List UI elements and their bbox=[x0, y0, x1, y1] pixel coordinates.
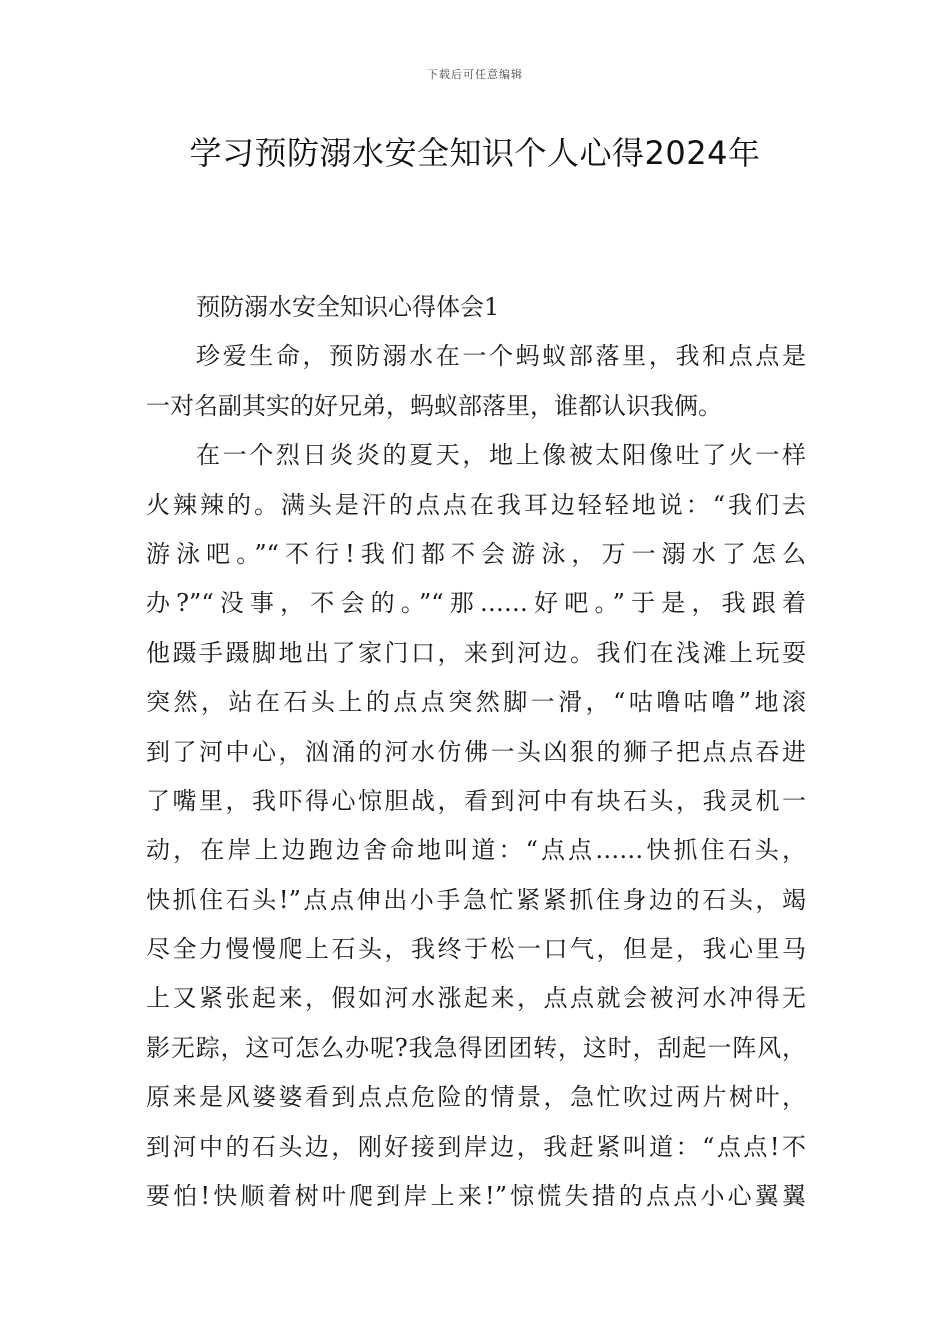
paragraph-1 bbox=[146, 332, 806, 431]
paragraph-line: 突然，站在石头上的点点突然脚一滑，“咕噜咕噜”地滚 bbox=[146, 688, 806, 717]
document-title: 学习预防溺水安全知识个人心得2024年 bbox=[189, 134, 761, 172]
paragraph-line: 要怕!快顺着树叶爬到岸上来!”惊慌失措的点点小心翼翼 bbox=[146, 1182, 806, 1211]
paragraph-line: 尽全力慢慢爬上石头，我终于松一口气，但是，我心里马 bbox=[146, 935, 806, 964]
paragraph-line: 动，在岸上边跑边舍命地叫道：“点点……快抓住石头， bbox=[146, 836, 806, 865]
header-note: 下载后可任意编辑 bbox=[427, 68, 523, 81]
paragraph-line: 到河中的石头边，刚好接到岸边，我赶紧叫道：“点点!不 bbox=[146, 1132, 806, 1161]
document-body bbox=[146, 283, 806, 1221]
paragraph-line: 上又紧张起来，假如河水涨起来，点点就会被河水冲得无 bbox=[146, 984, 806, 1013]
paragraph-line: 游泳吧。”“不行!我们都不会游泳，万一溺水了怎么 bbox=[146, 539, 806, 568]
paragraph-line: 了嘴里，我吓得心惊胆战，看到河中有块石头，我灵机一 bbox=[146, 786, 806, 815]
paragraph-line: 火辣辣的。满头是汗的点点在我耳边轻轻地说：“我们去 bbox=[146, 490, 806, 519]
paragraph-line: 他蹑手蹑脚地出了家门口，来到河边。我们在浅滩上玩耍 bbox=[146, 638, 806, 667]
paragraph-line: 快抓住石头!”点点伸出小手急忙紧紧抓住身边的石头，竭 bbox=[146, 885, 806, 914]
paragraph-line: 办?”“没事，不会的。”“那……好吧。”于是，我跟着 bbox=[146, 589, 806, 618]
paragraph-line: 在一个烈日炎炎的夏天，地上像被太阳像吐了火一样 bbox=[196, 441, 806, 470]
section-heading: 预防溺水安全知识心得体会1 bbox=[196, 293, 500, 321]
paragraph-line: 珍爱生命，预防溺水在一个蚂蚁部落里，我和点点是 bbox=[196, 342, 806, 371]
paragraph-2 bbox=[146, 431, 806, 1221]
paragraph-line: 影无踪，这可怎么办呢?我急得团团转，这时，刮起一阵风， bbox=[146, 1033, 806, 1062]
paragraph-line: 到了河中心，汹涌的河水仿佛一头凶狠的狮子把点点吞进 bbox=[146, 737, 806, 766]
paragraph-line: 一对名副其实的好兄弟，蚂蚁部落里，谁都认识我俩。 bbox=[146, 391, 722, 420]
paragraph-line: 原来是风婆婆看到点点危险的情景，急忙吹过两片树叶， bbox=[146, 1083, 806, 1112]
